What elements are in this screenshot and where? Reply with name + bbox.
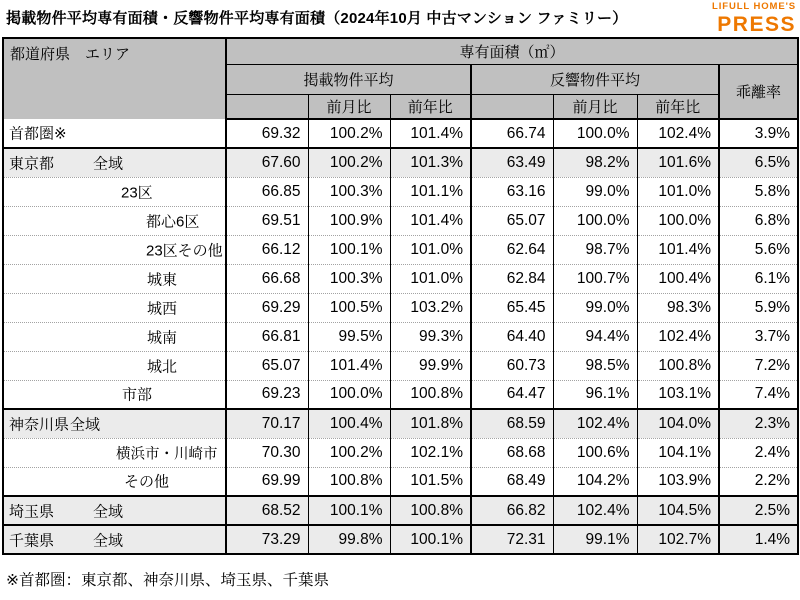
- response-avg-cell: 64.47: [471, 380, 553, 409]
- listed-mom-cell: 100.8%: [308, 467, 390, 496]
- response-yoy-cell: 104.5%: [637, 496, 719, 525]
- table-row: [3, 380, 798, 409]
- area-label: 城南: [147, 329, 178, 346]
- response-yoy-cell: 103.9%: [637, 467, 719, 496]
- listed-avg-cell: 69.51: [226, 206, 308, 235]
- response-avg-cell: 68.49: [471, 467, 553, 496]
- response-yoy-cell: 102.4%: [637, 119, 719, 148]
- area-label: 23区: [121, 184, 153, 201]
- area-cell: [3, 264, 226, 293]
- table-row: [3, 438, 798, 467]
- area-label: 横浜市・川崎市: [116, 446, 218, 462]
- header-listed-mom: 前月比: [308, 94, 390, 119]
- listed-mom-cell: 99.8%: [308, 525, 390, 554]
- divergence-cell: 6.5%: [719, 148, 798, 177]
- lifull-homes-press-logo: [712, 2, 796, 35]
- divergence-cell: 5.9%: [719, 293, 798, 322]
- response-yoy-cell: 104.1%: [637, 438, 719, 467]
- table-row: [3, 496, 798, 525]
- listed-yoy-cell: 101.3%: [390, 148, 471, 177]
- area-cell: [3, 177, 226, 206]
- table-row: [3, 351, 798, 380]
- response-yoy-cell: 102.7%: [637, 525, 719, 554]
- table-row: [3, 177, 798, 206]
- table-row: [3, 206, 798, 235]
- divergence-cell: 3.7%: [719, 322, 798, 351]
- divergence-cell: 2.4%: [719, 438, 798, 467]
- divergence-cell: 6.8%: [719, 206, 798, 235]
- response-avg-cell: 63.49: [471, 148, 553, 177]
- area-label: 城東: [147, 271, 178, 288]
- footnote: ※首都圏：東京都、神奈川県、埼玉県、千葉県: [6, 572, 329, 589]
- listed-avg-cell: 66.85: [226, 177, 308, 206]
- listed-avg-cell: 73.29: [226, 525, 308, 554]
- divergence-cell: 1.4%: [719, 525, 798, 554]
- area-cell: [3, 467, 226, 496]
- area-cell: [3, 148, 226, 177]
- response-yoy-cell: 98.3%: [637, 293, 719, 322]
- response-avg-cell: 68.68: [471, 438, 553, 467]
- divergence-cell: 3.9%: [719, 119, 798, 148]
- divergence-cell: 5.8%: [719, 177, 798, 206]
- listed-yoy-cell: 100.1%: [390, 525, 471, 554]
- table-row: [3, 119, 798, 148]
- listed-mom-cell: 100.2%: [308, 148, 390, 177]
- response-yoy-cell: 101.6%: [637, 148, 719, 177]
- response-yoy-cell: 100.0%: [637, 206, 719, 235]
- listed-avg-cell: 66.81: [226, 322, 308, 351]
- response-yoy-cell: 100.8%: [637, 351, 719, 380]
- response-avg-cell: 72.31: [471, 525, 553, 554]
- listed-mom-cell: 100.3%: [308, 264, 390, 293]
- response-yoy-cell: 103.1%: [637, 380, 719, 409]
- area-label: 全域: [70, 416, 101, 434]
- area-cell: [3, 119, 226, 148]
- prefecture-label: 首都圏※: [9, 125, 67, 143]
- listed-yoy-cell: 101.4%: [390, 206, 471, 235]
- response-avg-cell: 62.84: [471, 264, 553, 293]
- listed-avg-cell: 70.30: [226, 438, 308, 467]
- response-mom-cell: 98.5%: [553, 351, 637, 380]
- response-mom-cell: 102.4%: [553, 409, 637, 438]
- prefecture-label: 千葉県: [9, 532, 55, 549]
- listed-yoy-cell: 101.0%: [390, 264, 471, 293]
- response-avg-cell: 68.59: [471, 409, 553, 438]
- area-cell: [3, 293, 226, 322]
- table-header: [3, 38, 798, 119]
- area-label: 23区その他: [146, 242, 223, 259]
- response-avg-cell: 65.07: [471, 206, 553, 235]
- listed-mom-cell: 100.0%: [308, 380, 390, 409]
- area-cell: [3, 206, 226, 235]
- response-mom-cell: 99.0%: [553, 293, 637, 322]
- listed-yoy-cell: 101.8%: [390, 409, 471, 438]
- prefecture-label: 神奈川県: [9, 416, 70, 434]
- response-yoy-cell: 102.4%: [637, 322, 719, 351]
- listed-mom-cell: 100.2%: [308, 119, 390, 148]
- area-label: その他: [124, 473, 170, 491]
- header-row-unit: [3, 38, 798, 64]
- response-mom-cell: 102.4%: [553, 496, 637, 525]
- divergence-cell: 2.2%: [719, 467, 798, 496]
- area-statistics-table: [2, 37, 799, 555]
- table-row: [3, 293, 798, 322]
- table-row: [3, 235, 798, 264]
- header-listed-yoy: 前年比: [390, 94, 471, 119]
- listed-mom-cell: 100.1%: [308, 235, 390, 264]
- response-mom-cell: 100.7%: [553, 264, 637, 293]
- response-avg-cell: 63.16: [471, 177, 553, 206]
- divergence-cell: 5.6%: [719, 235, 798, 264]
- page-title: 掲載物件平均専有面積・反響物件平均専有面積（2024年10月 中古マンション ファミリー）: [6, 10, 628, 27]
- response-avg-cell: 65.45: [471, 293, 553, 322]
- listed-mom-cell: 100.2%: [308, 438, 390, 467]
- area-cell: [3, 496, 226, 525]
- area-label: 市部: [122, 386, 153, 404]
- listed-mom-cell: 100.9%: [308, 206, 390, 235]
- response-yoy-cell: 101.0%: [637, 177, 719, 206]
- prefecture-label: 東京都: [9, 155, 55, 173]
- area-label: 全域: [93, 532, 124, 549]
- header-area-column: 都道府県 エリア: [3, 38, 226, 119]
- listed-avg-cell: 69.32: [226, 119, 308, 148]
- divergence-cell: 2.5%: [719, 496, 798, 525]
- divergence-cell: 7.4%: [719, 380, 798, 409]
- response-avg-cell: 66.74: [471, 119, 553, 148]
- response-mom-cell: 100.6%: [553, 438, 637, 467]
- area-cell: [3, 438, 226, 467]
- response-mom-cell: 100.0%: [553, 206, 637, 235]
- listed-avg-cell: 69.99: [226, 467, 308, 496]
- response-mom-cell: 104.2%: [553, 467, 637, 496]
- listed-yoy-cell: 103.2%: [390, 293, 471, 322]
- listed-avg-cell: 70.17: [226, 409, 308, 438]
- response-yoy-cell: 101.4%: [637, 235, 719, 264]
- header-response-group: 反響物件平均: [471, 64, 719, 94]
- area-cell: [3, 409, 226, 438]
- area-cell: [3, 322, 226, 351]
- response-avg-cell: 64.40: [471, 322, 553, 351]
- listed-mom-cell: 101.4%: [308, 351, 390, 380]
- area-label: 城西: [147, 300, 178, 317]
- response-avg-cell: 60.73: [471, 351, 553, 380]
- listed-avg-cell: 66.12: [226, 235, 308, 264]
- header-listed-blank: [226, 94, 308, 119]
- divergence-cell: 2.3%: [719, 409, 798, 438]
- area-cell: [3, 235, 226, 264]
- listed-yoy-cell: 100.8%: [390, 380, 471, 409]
- response-mom-cell: 96.1%: [553, 380, 637, 409]
- listed-yoy-cell: 100.8%: [390, 496, 471, 525]
- response-yoy-cell: 104.0%: [637, 409, 719, 438]
- listed-yoy-cell: 101.4%: [390, 119, 471, 148]
- header-response-yoy: 前年比: [637, 94, 719, 119]
- header-response-blank: [471, 94, 553, 119]
- area-cell: [3, 351, 226, 380]
- listed-yoy-cell: 102.1%: [390, 438, 471, 467]
- response-mom-cell: 99.1%: [553, 525, 637, 554]
- response-mom-cell: 94.4%: [553, 322, 637, 351]
- header-unit: 専有面積（㎡）: [226, 38, 798, 64]
- header-listed-group: 掲載物件平均: [226, 64, 471, 94]
- listed-avg-cell: 67.60: [226, 148, 308, 177]
- table-row: [3, 148, 798, 177]
- response-mom-cell: 100.0%: [553, 119, 637, 148]
- listed-yoy-cell: 99.9%: [390, 351, 471, 380]
- listed-yoy-cell: 101.1%: [390, 177, 471, 206]
- response-yoy-cell: 100.4%: [637, 264, 719, 293]
- header-response-mom: 前月比: [553, 94, 637, 119]
- area-cell: [3, 380, 226, 409]
- divergence-cell: 7.2%: [719, 351, 798, 380]
- area-label: 全域: [93, 155, 124, 173]
- listed-yoy-cell: 101.5%: [390, 467, 471, 496]
- listed-yoy-cell: 99.3%: [390, 322, 471, 351]
- listed-mom-cell: 99.5%: [308, 322, 390, 351]
- response-mom-cell: 98.2%: [553, 148, 637, 177]
- listed-avg-cell: 69.29: [226, 293, 308, 322]
- table-row: [3, 322, 798, 351]
- logo-lifull-homes-text: LIFULL HOME'S: [712, 1, 796, 12]
- listed-avg-cell: 69.23: [226, 380, 308, 409]
- listed-avg-cell: 65.07: [226, 351, 308, 380]
- listed-yoy-cell: 101.0%: [390, 235, 471, 264]
- response-mom-cell: 99.0%: [553, 177, 637, 206]
- listed-mom-cell: 100.3%: [308, 177, 390, 206]
- listed-mom-cell: 100.1%: [308, 496, 390, 525]
- listed-avg-cell: 68.52: [226, 496, 308, 525]
- table-body: [3, 119, 798, 554]
- table-row: [3, 525, 798, 554]
- area-label: 都心6区: [146, 213, 200, 230]
- response-avg-cell: 66.82: [471, 496, 553, 525]
- table-row: [3, 467, 798, 496]
- area-label: 城北: [147, 358, 178, 375]
- response-mom-cell: 98.7%: [553, 235, 637, 264]
- table-row: [3, 409, 798, 438]
- listed-mom-cell: 100.5%: [308, 293, 390, 322]
- area-label: 全域: [93, 503, 124, 520]
- response-avg-cell: 62.64: [471, 235, 553, 264]
- divergence-cell: 6.1%: [719, 264, 798, 293]
- header-divergence: 乖離率: [719, 64, 798, 119]
- listed-avg-cell: 66.68: [226, 264, 308, 293]
- table-row: [3, 264, 798, 293]
- listed-mom-cell: 100.4%: [308, 409, 390, 438]
- prefecture-label: 埼玉県: [9, 503, 55, 520]
- logo-press-text: PRESS: [717, 12, 796, 36]
- area-cell: [3, 525, 226, 554]
